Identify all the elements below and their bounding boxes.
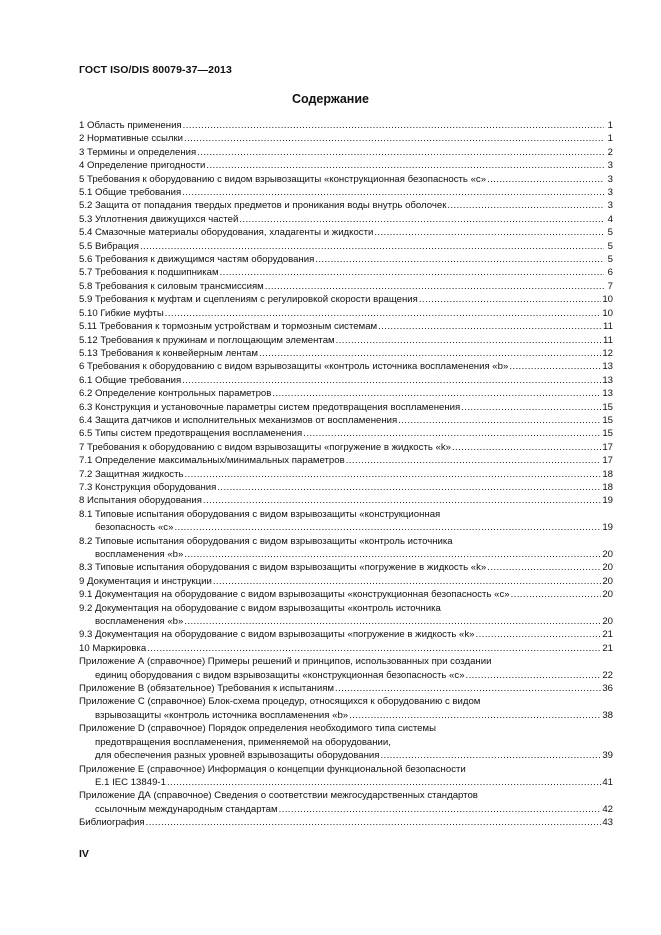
- toc-entry-title: Приложение Е (справочное) Информация о концепции функциональной безопасности: [79, 763, 466, 775]
- toc-entry-title: 6.1 Общие требования: [79, 374, 182, 386]
- dot-leader: [374, 226, 604, 239]
- toc-entry[interactable]: [79, 253, 613, 266]
- dot-leader: [487, 561, 601, 574]
- dot-leader: [140, 240, 604, 253]
- toc-page-number: 20: [602, 575, 613, 587]
- toc-entry-continuation: взрывозащиты «контроль источника воспламенения «b»: [95, 709, 349, 721]
- toc-page-number: 3: [607, 200, 613, 212]
- dot-leader: [279, 803, 602, 816]
- toc-entry[interactable]: [79, 655, 613, 682]
- dot-leader: [183, 119, 604, 132]
- toc-page-number: 19: [602, 522, 613, 534]
- toc-entry[interactable]: [79, 494, 613, 507]
- toc-entry[interactable]: [79, 132, 613, 145]
- dot-leader: [217, 481, 601, 494]
- toc-entry[interactable]: [79, 374, 613, 387]
- toc-page-number: 13: [602, 361, 613, 373]
- toc-entry[interactable]: [79, 468, 613, 481]
- dot-leader: [259, 347, 601, 360]
- dot-leader: [220, 266, 604, 279]
- toc-entry[interactable]: [79, 575, 613, 588]
- toc-page-number: 43: [602, 817, 613, 829]
- toc-entry[interactable]: [79, 146, 613, 159]
- dot-leader: [315, 253, 604, 266]
- toc-page-number: 21: [602, 629, 613, 641]
- dot-leader: [184, 132, 604, 145]
- toc-entry[interactable]: [79, 789, 613, 816]
- toc-entry-title: 6.4 Защита датчиков и исполнительных механизмов от воспламенения: [79, 414, 398, 426]
- toc-entry-continuation: единиц оборудования с видом взрывозащиты «конструкционная безопасность «с»: [95, 669, 465, 681]
- toc-entry[interactable]: [79, 481, 613, 494]
- dot-leader: [378, 320, 602, 333]
- dot-leader: [476, 628, 602, 641]
- toc-page-number: 36: [602, 683, 613, 695]
- toc-entry[interactable]: [79, 427, 613, 440]
- toc-entry[interactable]: [79, 119, 613, 132]
- toc-page-number: 2: [607, 146, 613, 158]
- toc-page-number: 15: [602, 428, 613, 440]
- toc-page-number: 11: [603, 334, 613, 346]
- dot-leader: [265, 280, 604, 293]
- toc-entry-title: 5.13 Требования к конвейерным лентам: [79, 347, 258, 359]
- toc-entry-title: 8.3 Типовые испытания оборудования с видом взрывозащиты «погружение в жидкость «k»: [79, 562, 487, 574]
- toc-entry-title: 5.6 Требования к движущимся частям оборудования: [79, 254, 315, 266]
- toc-entry-title: Приложение А (справочное) Примеры решений и принципов, использованных при создании: [79, 656, 492, 668]
- dot-leader: [197, 146, 604, 159]
- toc-entry[interactable]: [79, 387, 613, 400]
- toc-page-number: 7: [607, 280, 613, 292]
- toc-page-number: 1: [607, 120, 613, 131]
- dot-leader: [184, 548, 601, 561]
- dot-leader: [146, 816, 602, 829]
- toc-page-number: 13: [602, 374, 613, 386]
- toc-entry[interactable]: [79, 186, 613, 199]
- toc-entry[interactable]: [79, 508, 613, 535]
- toc-page-number: 18: [602, 481, 613, 493]
- toc-entry-continuation: безопасность «с»: [95, 522, 174, 534]
- toc-entry[interactable]: [79, 682, 613, 695]
- toc-entry-title: 9 Документация и инструкции: [79, 575, 212, 587]
- toc-entry[interactable]: [79, 816, 613, 829]
- toc-entry-title: 10 Маркировка: [79, 642, 147, 654]
- toc-entry-title: Приложение ДА (справочное) Сведения о соответствии межгосударственных стандартов: [79, 790, 478, 802]
- toc-page-number: 20: [602, 589, 613, 601]
- toc-entry-title: 4 Определение пригодности: [79, 160, 206, 172]
- toc-page-number: 17: [602, 441, 613, 453]
- toc-entry-continuation: ссылочным международным стандартам: [95, 803, 278, 815]
- toc-entry[interactable]: [79, 722, 613, 762]
- toc-page-number: 12: [602, 347, 613, 359]
- toc-page-number: 41: [602, 776, 613, 788]
- toc-entry[interactable]: [79, 561, 613, 574]
- toc-page-number: 10: [602, 307, 613, 319]
- toc-entry[interactable]: [79, 401, 613, 414]
- toc-entry-title: 7.1 Определение максимальных/минимальных параметров: [79, 455, 345, 467]
- dot-leader: [447, 199, 604, 212]
- dot-leader: [466, 669, 602, 682]
- document-code: ГОСТ ISO/DIS 80079-37—2013: [79, 64, 232, 76]
- toc-page-number: 10: [602, 294, 613, 306]
- toc-entry-title: 5.3 Уплотнения движущихся частей: [79, 213, 239, 225]
- toc-entry-title: 8.1 Типовые испытания оборудования с видом взрывозащиты «конструкционная: [79, 508, 441, 520]
- dot-leader: [174, 521, 601, 534]
- toc-entry-title: 6.5 Типы систем предотвращения воспламенения: [79, 428, 303, 440]
- dot-leader: [272, 387, 601, 400]
- toc-page-number: 20: [602, 616, 613, 628]
- dot-leader: [398, 414, 601, 427]
- dot-leader: [487, 173, 604, 186]
- toc-entry-title: 5.7 Требования к подшипникам: [79, 267, 219, 279]
- toc-page-number: 15: [602, 401, 613, 413]
- toc-entry[interactable]: [79, 602, 613, 629]
- dot-leader: [182, 186, 604, 199]
- toc-entry[interactable]: [79, 240, 613, 253]
- dot-leader: [461, 401, 601, 414]
- toc-entry-title: 5.9 Требования к муфтам и сцеплениям с регулировкой скорости вращения: [79, 294, 418, 306]
- toc-entry-title: 8 Испытания оборудования: [79, 495, 202, 507]
- toc-page-number: 20: [602, 549, 613, 560]
- toc-page-number: 18: [602, 468, 613, 480]
- toc-page-number: 15: [602, 414, 613, 426]
- toc-entry-continuation: предотвращения воспламенения, применяемой на оборудовании,: [95, 736, 391, 748]
- toc-entry-title: 7.3 Конструкция оборудования: [79, 481, 217, 493]
- toc-entry[interactable]: [79, 173, 613, 186]
- dot-leader: [452, 441, 601, 454]
- toc-entry[interactable]: [79, 199, 613, 212]
- toc-page-number: 13: [602, 388, 613, 400]
- dot-leader: [239, 213, 604, 226]
- toc-entry-title: 3 Термины и определения: [79, 146, 197, 158]
- toc-entry[interactable]: [79, 293, 613, 306]
- toc-entry-title: 6.2 Определение контрольных параметров: [79, 388, 272, 400]
- toc-entry[interactable]: [79, 642, 613, 655]
- toc-entry[interactable]: [79, 334, 613, 347]
- toc-entry[interactable]: [79, 307, 613, 320]
- toc-entry-title: 5.8 Требования к силовым трансмиссиям: [79, 280, 264, 292]
- dot-leader: [336, 334, 602, 347]
- dot-leader: [335, 682, 601, 695]
- dot-leader: [203, 494, 601, 507]
- table-of-contents: [79, 119, 613, 830]
- toc-entry-title: 5.12 Требования к пружинам и поглощающим элементам: [79, 334, 335, 346]
- dot-leader: [184, 468, 601, 481]
- dot-leader: [206, 159, 604, 172]
- toc-page-number: 22: [602, 669, 613, 681]
- toc-entry-title: Приложение D (справочное) Порядок определения необходимого типа системы: [79, 723, 436, 735]
- toc-page-number: 3: [607, 160, 613, 172]
- toc-entry[interactable]: [79, 535, 613, 562]
- toc-page-number: 39: [602, 750, 613, 762]
- dot-leader: [184, 615, 601, 628]
- toc-entry[interactable]: [79, 695, 613, 722]
- toc-entry[interactable]: [79, 159, 613, 172]
- toc-entry-title: 9.1 Документация на оборудование с видом взрывозащиты «конструкционная безопасность «с»: [79, 589, 510, 601]
- toc-page-number: 21: [602, 642, 613, 654]
- toc-entry[interactable]: [79, 763, 613, 790]
- toc-entry-title: 5.1 Общие требования: [79, 187, 182, 199]
- toc-entry-title: Приложение С (справочное) Блок-схема процедур, относящихся к оборудованию с видом: [79, 696, 481, 708]
- dot-leader: [303, 427, 601, 440]
- toc-page-number: 17: [602, 455, 613, 467]
- toc-entry[interactable]: [79, 454, 613, 467]
- toc-entry[interactable]: [79, 280, 613, 293]
- dot-leader: [349, 709, 601, 722]
- toc-entry-title: 5.11 Требования к тормозным устройствам и тормозным системам: [79, 321, 378, 333]
- toc-page-number: 4: [607, 213, 613, 225]
- dot-leader: [511, 588, 602, 601]
- toc-page-number: 20: [602, 562, 613, 574]
- toc-entry[interactable]: [79, 320, 613, 333]
- toc-entry[interactable]: [79, 628, 613, 641]
- toc-entry-title: Библиография: [79, 817, 145, 829]
- toc-page-number: 5: [607, 227, 613, 239]
- toc-entry[interactable]: [79, 588, 613, 601]
- toc-entry-continuation: E.1 IEC 13849-1: [95, 776, 166, 788]
- toc-page-number: 5: [607, 254, 613, 266]
- toc-entry[interactable]: [79, 213, 613, 226]
- toc-entry-title: 6 Требования к оборудованию с видом взрывозащиты «контроль источника воспламенения «b»: [79, 361, 509, 373]
- toc-page-number: 11: [603, 321, 613, 333]
- dot-leader: [419, 293, 601, 306]
- toc-entry[interactable]: [79, 441, 613, 454]
- toc-entry-title: 7 Требования к оборудованию с видом взрывозащиты «погружение в жидкость «k»: [79, 441, 451, 453]
- toc-page-number: 3: [607, 187, 613, 199]
- toc-page-number: 5: [607, 240, 613, 252]
- toc-entry-title: 5.2 Защита от попадания твердых предметов и проникания воды внутрь оболочек: [79, 200, 447, 212]
- toc-entry[interactable]: [79, 347, 613, 360]
- toc-entry-title: 2 Нормативные ссылки: [79, 133, 184, 145]
- toc-entry-title: 5.10 Гибкие муфты: [79, 307, 164, 319]
- toc-entry-title: 5 Требования к оборудованию с видом взрывозащиты «конструкционная безопасность «с»: [79, 173, 487, 185]
- toc-entry-title: 9.3 Документация на оборудование с видом взрывозащиты «погружение в жидкость «k»: [79, 629, 475, 641]
- dot-leader: [380, 749, 601, 762]
- toc-entry[interactable]: [79, 414, 613, 427]
- toc-page-number: 6: [607, 267, 613, 279]
- toc-entry-title: 6.3 Конструкция и установочные параметры систем предотвращения воспламенения: [79, 401, 461, 413]
- dot-leader: [509, 360, 601, 373]
- toc-page-number: 38: [602, 709, 613, 721]
- toc-page-number: 3: [607, 173, 613, 185]
- toc-entry-title: 8.2 Типовые испытания оборудования с видом взрывозащиты «контроль источника: [79, 535, 453, 547]
- toc-page-number: 19: [602, 495, 613, 507]
- dot-leader: [165, 307, 602, 320]
- dot-leader: [147, 642, 601, 655]
- dot-leader: [182, 374, 601, 387]
- dot-leader: [346, 454, 602, 467]
- toc-page-number: 1: [607, 133, 613, 145]
- toc-entry-title: Приложение В (обязательное) Требования к испытаниям: [79, 683, 334, 695]
- toc-entry-continuation: воспламенения «b»: [95, 616, 184, 628]
- toc-entry-title: 9.2 Документация на оборудование с видом взрывозащиты «контроль источника: [79, 602, 441, 614]
- dot-leader: [213, 575, 602, 588]
- toc-entry-title: 5.4 Смазочные материалы оборудования, хладагенты и жидкости: [79, 227, 374, 239]
- dot-leader: [167, 776, 601, 789]
- page-title: Содержание: [291, 92, 369, 106]
- toc-entry[interactable]: [79, 360, 613, 373]
- toc-entry[interactable]: [79, 266, 613, 279]
- page-number: IV: [79, 848, 89, 860]
- toc-entry-title: 5.5 Вибрация: [79, 240, 139, 252]
- toc-entry-continuation: воспламенения «b»: [95, 549, 184, 560]
- toc-entry-continuation: для обеспечения разных уровней взрывозащиты оборудования: [95, 750, 380, 762]
- toc-entry-title: 1 Область применения: [79, 120, 182, 131]
- toc-entry[interactable]: [79, 226, 613, 239]
- toc-entry-title: 7.2 Защитная жидкость: [79, 468, 184, 480]
- toc-page-number: 42: [602, 803, 613, 815]
